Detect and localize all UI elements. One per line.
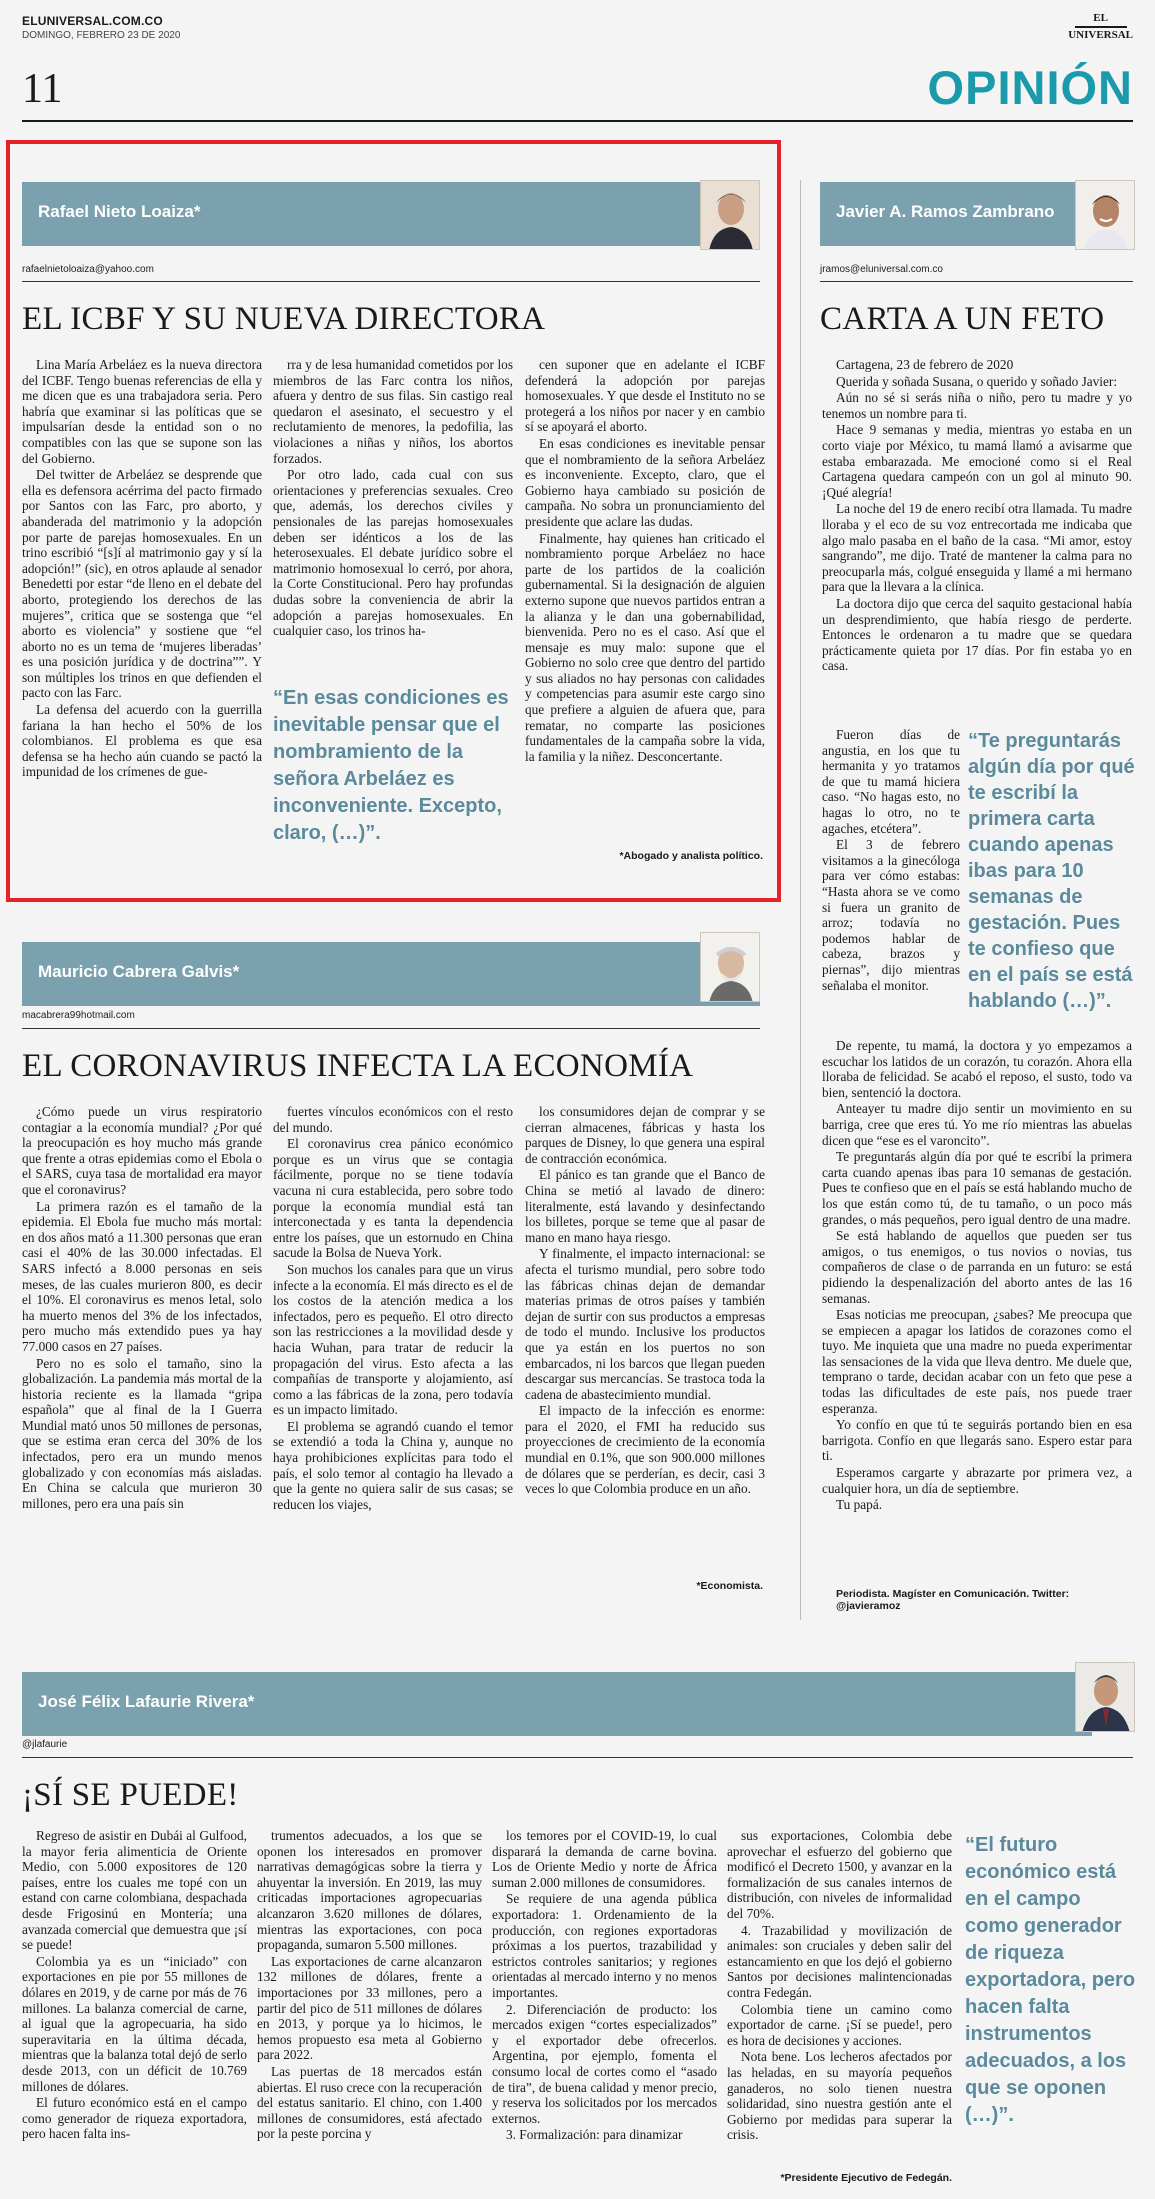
newspaper-logo (1068, 12, 1133, 42)
paragraph: ¿Cómo puede un virus respiratorio contagiar a la economía mundial? ¿Por qué la preocupación es hoy mucho más grande que frente a otras epidemias como el Ebola o el SARS, cuya tasa de mortalidad era mayor que el coronavirus? (22, 1104, 262, 1197)
paragraph: Fueron días de angustia, en los que tu hermanita y yo tratamos de que tu mamá hiciera caso. “No hagas esto, no hagas lo otro, no te agaches, etcétera”. (822, 727, 960, 836)
author-band-a2 (820, 182, 1090, 246)
author-band-a3 (22, 942, 760, 1006)
a3-column-2 (273, 1104, 513, 1554)
signature-a3: *Economista. (696, 1580, 763, 1592)
paragraph: Finalmente, hay quienes han criticado el nombramiento porque Arbeláez no hace parte de los partidos de la coalición gubernamental. Si la designación de alguien externo supone que nuevos partidos entran a la alianza y le dan una gobernabilidad, bienvenida. Pero no es el caso. Así que el mensaje es muy malo: supone que el Gobierno no solo cree que dentro del partido y sus aliados no hay personas con calidades y competencias para asumir este cargo sino que prefiere a alguien de afuera que, para rematar, no comparte las posiciones fundamentales de la campaña sobre la vida, la familia y la niñez. Desconcertante. (525, 530, 765, 764)
pull-quote-a1: “En esas condiciones es inevitable pensar que el nombramiento de la señora Arbeláez es inconveniente. Excepto, claro, (…)”. (273, 687, 509, 844)
author-email-a4: @jlafaurie (22, 1739, 68, 1750)
signature-a2: Periodista. Magíster en Comunicación. Twitter: @javieramoz (836, 1588, 1070, 1612)
paragraph: 2. Diferenciación de producto: los mercados exigen “cortes especializados” y el exportador debe ofrecerlos. Argentina, por ejemplo, fomenta el consumo local de cortes como el “asado de tira”, de buena calidad y menor precio, y reserva los solicitados por los mercados externos. (492, 2001, 717, 2126)
paragraph: Se requiere de una agenda pública exportadora: 1. Ordenamiento de la producción, con regiones exportadoras próximas a los puertos, trazabilidad y estrictos controles sanitarios; y regiones orientadas al mercado interno y no menos importantes. (492, 1891, 717, 2000)
headline-a3: EL CORONAVIRUS INFECTA LA ECONOMÍA (22, 1048, 694, 1084)
paragraph: El futuro económico está en el campo como generador de riqueza exportadora, pero hacen falta ins- (22, 2095, 247, 2142)
column-divider (800, 180, 801, 1620)
a4-column-2 (257, 1828, 482, 2188)
paragraph: Colombia ya es un “iniciado” con exportaciones en pie por 55 millones de dólares en 2019, y de carne por más de 76 millones. La balanza comercial de carne, al igual que la agropecuaria, ha sido superavitaria en la última década, mientras que la balanza total dejó de serlo desde 2013, con un déficit de 10.769 millones de dólares. (22, 1953, 247, 2094)
a4-column-1 (22, 1828, 247, 2188)
paragraph: Colombia tiene un camino como exportador de carne. ¡Sí se puede!, pero es hora de decisiones y acciones. (727, 2001, 952, 2048)
pull-quote-a4: “El futuro económico está en el campo como generador de riqueza exportadora, pero hacen falta instrumentos adecuados, a los que se oponen (…)”. (965, 1834, 1136, 2126)
a2-continued (822, 1038, 1132, 1588)
paragraph: Regreso de asistir en Dubái al Gulfood, la mayor feria alimenticia de Oriente Medio, con 5.000 expositores de 120 países, entre los cuales me topé con un estand con carne colombiana, despachada desde Frigosinú en Montería; una avanzada comercial que demuestra que ¡sí se puede! (22, 1828, 247, 1953)
author-photo-a2 (1075, 180, 1135, 250)
paragraph: Nota bene. Los lecheros afectados por las heladas, en su mayoría pequeños ganaderos, no solo tienen nuestra solidaridad, sino nuestra gestión ante el Gobierno por medidas para superar la crisis. (727, 2049, 952, 2143)
site-name: ELUNIVERSAL.COM.CO (22, 14, 163, 28)
a2-intro (822, 357, 1132, 732)
paragraph: De repente, tu mamá, la doctora y yo empezamos a escuchar los latidos de un corazón, tu corazón. Ahora ella lloraba de felicidad. Se acabó el reposo, el susto, todo va bien, sentenció la doctora. (822, 1038, 1132, 1100)
paragraph: Las exportaciones de carne alcanzaron 132 millones de dólares, frente a importaciones por 33 millones, pero a partir del pico de 511 millones de dólares en 2013, y porque ya lo hicimos, le hemos propuesto esa meta al Gobierno para 2022. (257, 1953, 482, 2063)
paragraph: rra y de lesa humanidad cometidos por los miembros de las Farc contra los niños, afuera y dentro de sus filas. Sin castigo real quedaron el asesinato, el secuestro y el reclutamiento de menores, la pedofilia, las violaciones a niñas y niños, los abortos forzados. (273, 357, 513, 466)
paragraph: El impacto de la infección es enorme: para el 2020, el FMI ha reducido sus proyecciones de crecimiento de la economía mundial en 0.1%, que son 900.000 millones de dólares que se perderían, es decir, casi 3 veces lo que Colombia produce en un año. (525, 1403, 765, 1497)
a3-column-1 (22, 1104, 262, 1554)
signature-a1: *Abogado y analista político. (619, 850, 763, 862)
logo-bottom: UNIVERSAL (1068, 29, 1133, 41)
paragraph: Las puertas de 18 mercados están abiertas. El ruso crece con la recuperación del estatus sanitario. El chino, con 1.400 millones de consumidores, está afectado por la peste porcina y (257, 2063, 482, 2142)
divider (22, 1757, 1133, 1758)
headline-a1: EL ICBF Y SU NUEVA DIRECTORA (22, 301, 546, 337)
paragraph: trumentos adecuados, a los que se oponen los interesados en promover narrativas demagógicas sobre la tierra y ahuyentar la inversión. En 2019, las muy criticadas importaciones agropecuarias alcanzaron 3.620 millones de dólares, mientras las exportaciones, con poca propaganda, sumaron 5.500 millones. (257, 1828, 482, 1953)
paragraph: El 3 de febrero visitamos a la ginecóloga para ver cómo estabas: “Hasta ahora se ve como si fuera un granito de arroz; todavía no podemos hablar de cabeza, brazos y piernas”, dijo mientras señalaba el monitor. (822, 837, 960, 993)
author-name: José Félix Lafaurie Rivera* (38, 1692, 255, 1711)
a2-narrow-column (822, 727, 960, 1037)
paragraph: La noche del 19 de enero recibí otra llamada. Tu madre lloraba y el eco de su voz entrecortada me indicaba que algo malo pasaba en el baño de la casa. “Mi amor, estoy sangrando”, me dijo. Traté de mantener la calma para no preocuparla más, colgué enseguida y llamé a mi hermano para que la llevara a la clínica. (822, 501, 1132, 595)
paragraph: El coronavirus crea pánico económico porque es un virus que se contagia fácilmente, porque no se tiene todavía vacuna ni cura establecida, pero sobre todo porque la economía mundial está tan interconectada y es tanta la dependencia entre los países, que un estornudo en China sacude la Bolsa de Nueva York. (273, 1136, 513, 1261)
divider (22, 1028, 760, 1029)
author-name: Javier A. Ramos Zambrano (836, 202, 1055, 221)
author-name: Mauricio Cabrera Galvis* (38, 962, 240, 981)
paragraph: Tu papá. (836, 1497, 883, 1513)
paragraph: Aún no sé si serás niña o niño, pero tu madre y yo tenemos un nombre para ti. (822, 390, 1132, 421)
paragraph: Esas noticias me preocupan, ¿sabes? Me preocupa que se empiecen a apagar los latidos de corazones como el tuyo. Me inquieta que una madre no pueda experimentar las sensaciones de la vida que lleva dentro. Me duele que, temprano o tarde, decidan acabar con un feto que pese a todas las dificultades de este país, nos puede traer esperanza. (822, 1307, 1132, 1416)
paragraph: La doctora dijo que cerca del saquito gestacional había un desprendimiento, que había riesgo de perderte. Entonces le ordenaron a tu madre que se quedara prácticamente quieta por 17 días. Por fin estaba yo en casa. (822, 595, 1132, 674)
paragraph: fuertes vínculos económicos con el resto del mundo. (273, 1104, 513, 1135)
highlight-box (6, 140, 781, 902)
author-photo-a3 (700, 932, 760, 1002)
logo-top: EL (1093, 12, 1108, 24)
author-email-a1: rafaelnietoloaiza@yahoo.com (22, 264, 154, 275)
author-photo-a4 (1075, 1662, 1135, 1732)
paragraph: El pánico es tan grande que el Banco de China se metió al lavado de dinero: literalmente, está lavando y desinfectando los billetes, porque se teme que al pasar de mano en mano haya riesgo. (525, 1167, 765, 1245)
paragraph: Y finalmente, el impacto internacional: se afecta el turismo mundial, pero sobre todo las fábricas chinas dejan de demandar materias primas de otros países y también dejan de surtir con sus productos a empresas de todo el mundo. Inclusive los productos que ya están en los puertos no son embarcados, ni los barcos que llegan pueden descargar sus mercancías. Se trastoca toda la cadena de abastecimiento mundial. (525, 1246, 765, 1402)
pull-quote-a2: “Te preguntarás algún día por qué te escribí la primera carta cuando apenas ibas para 10 semanas de gestación. Pues te confieso que en el país se está hablando (…)”. (968, 730, 1135, 1012)
paragraph: Te preguntarás algún día por qué te escribí la primera carta cuando apenas ibas para 10 semanas de gestación. Pues te confieso que en el país se está hablando mucho de los que están como tú, de tu tamaño, o un poco más grandes, o más pequeños, pero igual dentro de una madre. (822, 1149, 1132, 1227)
paragraph: Del twitter de Arbeláez se desprende que ella es defensora acérrima del pacto firmado por Santos con las Farc, pro aborto, y abanderada del matrimonio y la adopción por parte de parejas homosexuales. En un trino escribió “[s]í al matrimonio gay y sí la adopción!” (sic), en otros aplaude al senador Benedetti por estar “de lleno en el debate del aborto, protegiendo los derechos de las mujeres”, critica que se sostenga que “el aborto es violencia” y sostiene que “el aborto no es un tema de ‘mujeres liberadas’ es una posición jurídica y de doctrina””. Y son múltiples los trinos en que defienden el pacto con las Farc. (22, 467, 262, 701)
divider (820, 281, 1133, 282)
paragraph: 4. Trazabilidad y movilización de animales: son cruciales y deben salir del estancamiento en que los dejó el gobierno Santos por decisiones malintencionadas contra Fedegán. (727, 1922, 952, 2000)
paragraph: Lina María Arbeláez es la nueva directora del ICBF. Tengo buenas referencias de ella y me dicen que es una trabajadora seria. Pero habría que examinar si las políticas que se impulsarían desde la entidad son o no compatibles con las que se supone son las del Gobierno. (22, 357, 262, 466)
paragraph: Cartagena, 23 de febrero de 2020 (836, 357, 1014, 372)
paragraph: Anteayer tu madre dijo sentir un movimiento en su barriga, cree que eres tú. Yo me río mientras las abuelas dicen que “ese es el varoncito”. (822, 1101, 1132, 1148)
author-email-a2: jramos@eluniversal.com.co (820, 264, 943, 275)
paragraph: los consumidores dejan de comprar y se cierran almacenes, fábricas y hasta los parques de Disney, lo que genera una espiral de contracción económica. (525, 1104, 765, 1166)
paragraph: La primera razón es el tamaño de la epidemia. El Ebola fue mucho más mortal: en dos años mató a 11.300 personas que eran casi el 40% de las 30.000 infectadas. El SARS infectó a 8.000 personas en seis meses, de las cuales murieron 800, es decir el 10%. El coronavirus es menos letal, solo ha muerto menos del 3% de los infectados, pero mucho más extendido pues ya hay 77.000 casos en 27 países. (22, 1198, 262, 1354)
a3-column-3 (525, 1104, 765, 1574)
paragraph: El problema se agrandó cuando el temor se extendió a toda la China y, aunque no haya prohibiciones explícitas para todo el país, el solo temor al contagio ha llevado a que la gente no quiera salir de sus casas; se reducen los viajes, (273, 1418, 513, 1512)
section-title: OPINIÓN (927, 61, 1133, 114)
paragraph: La defensa del acuerdo con la guerrilla fariana la han hecho el 50% de los colombianos. El problema es que esa defensa se ha hecho aún cuando se pactó la impunidad de los crímenes de gue- (22, 702, 262, 780)
paragraph: sus exportaciones, Colombia debe aprovechar el esfuerzo del gobierno que modificó el Decreto 1500, y avanzar en la formalización de sus canales internos de distribución, con niveles de informalidad del 70%. (727, 1828, 952, 1921)
signature-a4: *Presidente Ejecutivo de Fedegán. (780, 2172, 952, 2184)
paragraph: Querida y soñada Susana, o querido y soñado Javier: (836, 373, 1118, 389)
issue-date: DOMINGO, FEBRERO 23 DE 2020 (22, 30, 181, 41)
paragraph: Hace 9 semanas y media, mientras yo estaba en un corto viaje por México, tu mamá llamó a avisarme que estaba embarazada. Me emocioné como si el Real Cartagena quedara campeón con un gol al minuto 90. ¡Qué alegría! (822, 422, 1132, 500)
author-name: Rafael Nieto Loaiza* (38, 202, 201, 221)
top-rule (22, 120, 1133, 122)
paragraph: Por otro lado, cada cual con sus orientaciones y preferencias sexuales. Creo que, además, los derechos civiles y pensionales de las parejas homosexuales deben ser idénticos a los de las heterosexuales. El debate jurídico sobre el matrimonio homosexual lo cerró, por ahora, la Corte Constitucional. Pero hay profundas dudas sobre la conveniencia de abrir la adopción a parejas homosexuales. En cualquier caso, los trinos ha- (273, 467, 513, 639)
paragraph: 3. Formalización: para dinamizar (506, 2127, 683, 2143)
paragraph: los temores por el COVID-19, lo cual disparará la demanda de carne bovina. Los de Oriente Medio y norte de África suman 2.000 millones de consumidores. (492, 1828, 717, 1890)
paragraph: Pero no es solo el tamaño, sino la globalización. La pandemia más mortal de la historia reciente es la llamada “gripa española” que al final de la I Guerra Mundial mató unos 50 millones de personas, que se estima eran cerca del 30% de los infectados, pero era un mundo menos globalizado y con economías más aisladas. En China se calcula que murieron 30 millones, pero era una país sin (22, 1355, 262, 1511)
headline-a4: ¡SÍ SE PUEDE! (22, 1777, 239, 1813)
paragraph: Yo confío en que tú te seguirás portando bien en esa barrigota. Confío en que llegarás sano. Espero estar para ti. (822, 1417, 1132, 1464)
a4-column-4 (727, 1828, 952, 2170)
author-band-a4 (22, 1672, 1092, 1736)
a4-column-3 (492, 1828, 717, 2188)
paragraph: cen suponer que en adelante el ICBF defenderá la adopción por parejas homosexuales. Y que desde el Instituto no se protegerá a los niños por nacer y en cambio sí se apoyará el aborto. (525, 357, 765, 435)
page-number: 11 (22, 66, 63, 112)
paragraph: Esperamos cargarte y abrazarte por primera vez, a cualquier hora, un día de septiembre. (822, 1465, 1132, 1496)
author-email-a3: macabrera99hotmail.com (22, 1010, 135, 1021)
paragraph: Se está hablando de aquellos que pueden ser tus amigos, o tus enemigos, o tus novios o novias, tus compañeros de clase o de parranda en un futuro: se está pidiendo la despenalización del aborto antes de las 16 semanas. (822, 1228, 1132, 1306)
paragraph: En esas condiciones es inevitable pensar que el nombramiento de la señora Arbeláez es inconveniente. Excepto, claro, que el Gobierno haya cambiado su posición de campaña. No sobra un pronunciamiento del presidente que aclare las dudas. (525, 435, 765, 529)
headline-a2: CARTA A UN FETO (820, 301, 1105, 337)
paragraph: Son muchos los canales para que un virus infecte a la economía. El más directo es el de los costos de la atención medica a los infectados, pero es pequeño. El otro directo son las restricciones a la movilidad desde y hacia Wuhan, para tratar de reducir la propagación del virus. Esto afecta a las compañías de transporte y alojamiento, así como a las fábricas de la zona, pero todavía es un impacto limitado. (273, 1261, 513, 1418)
